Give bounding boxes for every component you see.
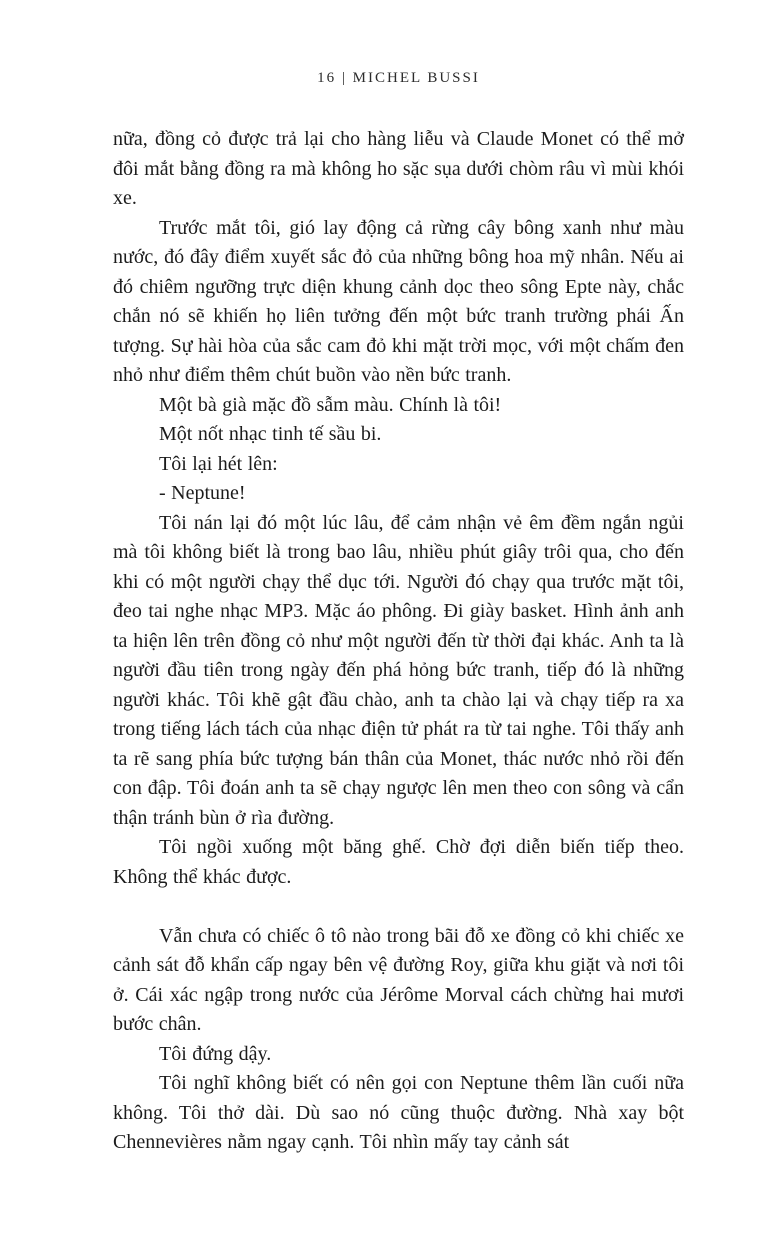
paragraph: Tôi lại hét lên: — [159, 452, 278, 475]
dialogue-line: - Neptune! — [159, 482, 246, 504]
paragraph: Tôi ngồi xuống một băng ghế. Chờ đợi diễn biến tiếp theo. Không thể khác được. — [113, 836, 684, 888]
running-header: 16 | MICHEL BUSSI — [317, 70, 480, 86]
paragraph: Vẫn chưa có chiếc ô tô nào trong bãi đỗ xe đồng cỏ khi chiếc xe cảnh sát đỗ khẩn cấp ngay bên vệ đường Roy, giữa khu giặt và nơi tôi ở. Cái xác ngập trong nước của Jérôme Morval cách chừng hai mươi bước chân. — [113, 924, 684, 1035]
paragraph: Trước mắt tôi, gió lay động cả rừng cây bông xanh như màu nước, đó đây điểm xuyết sắc đỏ của những bông hoa mỹ nhân. Nếu ai đó chiêm ngưỡng trực diện khung cảnh dọc theo sông Epte này, chắc chắn nó sẽ khiến họ liên tưởng đến một bức tranh trường phái Ấn tượng. Sự hài hòa của sắc cam đỏ khi mặt trời mọc, với một chấm đen nhỏ như điểm thêm chút buồn vào nền bức tranh. — [113, 216, 684, 386]
paragraph: nữa, đồng cỏ được trả lại cho hàng liễu và Claude Monet có thể mở đôi mắt bằng đồng ra mà không ho sặc sụa dưới chòm râu vì mùi khói xe. — [113, 128, 684, 209]
paragraph: Một nốt nhạc tinh tế sầu bi. — [159, 423, 382, 445]
paragraph: Tôi nán lại đó một lúc lâu, để cảm nhận vẻ êm đềm ngắn ngủi mà tôi không biết là trong bao lâu, nhiều phút giây trôi qua, cho đến khi có một người chạy thể dục tới. Người đó chạy qua trước mặt tôi, đeo tai nghe nhạc MP3. Mặc áo phông. Đi giày basket. Hình ảnh anh ta hiện lên trên đồng cỏ như một người đến từ thời đại khác. Anh ta là người đầu tiên trong ngày đến phá hỏng bức tranh, tiếp đó là những người khác. Tôi khẽ gật đầu chào, anh ta chào lại và chạy tiếp ra xa trong tiếng lách tách của nhạc điện tử phát ra từ tai nghe. Tôi thấy anh ta rẽ sang phía bức tượng bán thân của Monet, thác nước nhỏ rồi đến con đập. Tôi đoán anh ta sẽ chạy ngược lên men theo con sông và cẩn thận tránh bùn ở rìa đường. — [113, 511, 684, 829]
paragraph: Tôi nghĩ không biết có nên gọi con Neptune thêm lần cuối nữa không. Tôi thở dài. Dù sao nó cũng thuộc đường. Nhà xay bột Chennevières nằm ngay cạnh. Tôi nhìn mấy tay cảnh sát — [113, 1072, 684, 1153]
paragraph: Một bà già mặc đồ sẫm màu. Chính là tôi! — [159, 393, 502, 416]
paragraph: Tôi đứng dậy. — [159, 1042, 272, 1065]
page-body — [113, 125, 684, 1158]
